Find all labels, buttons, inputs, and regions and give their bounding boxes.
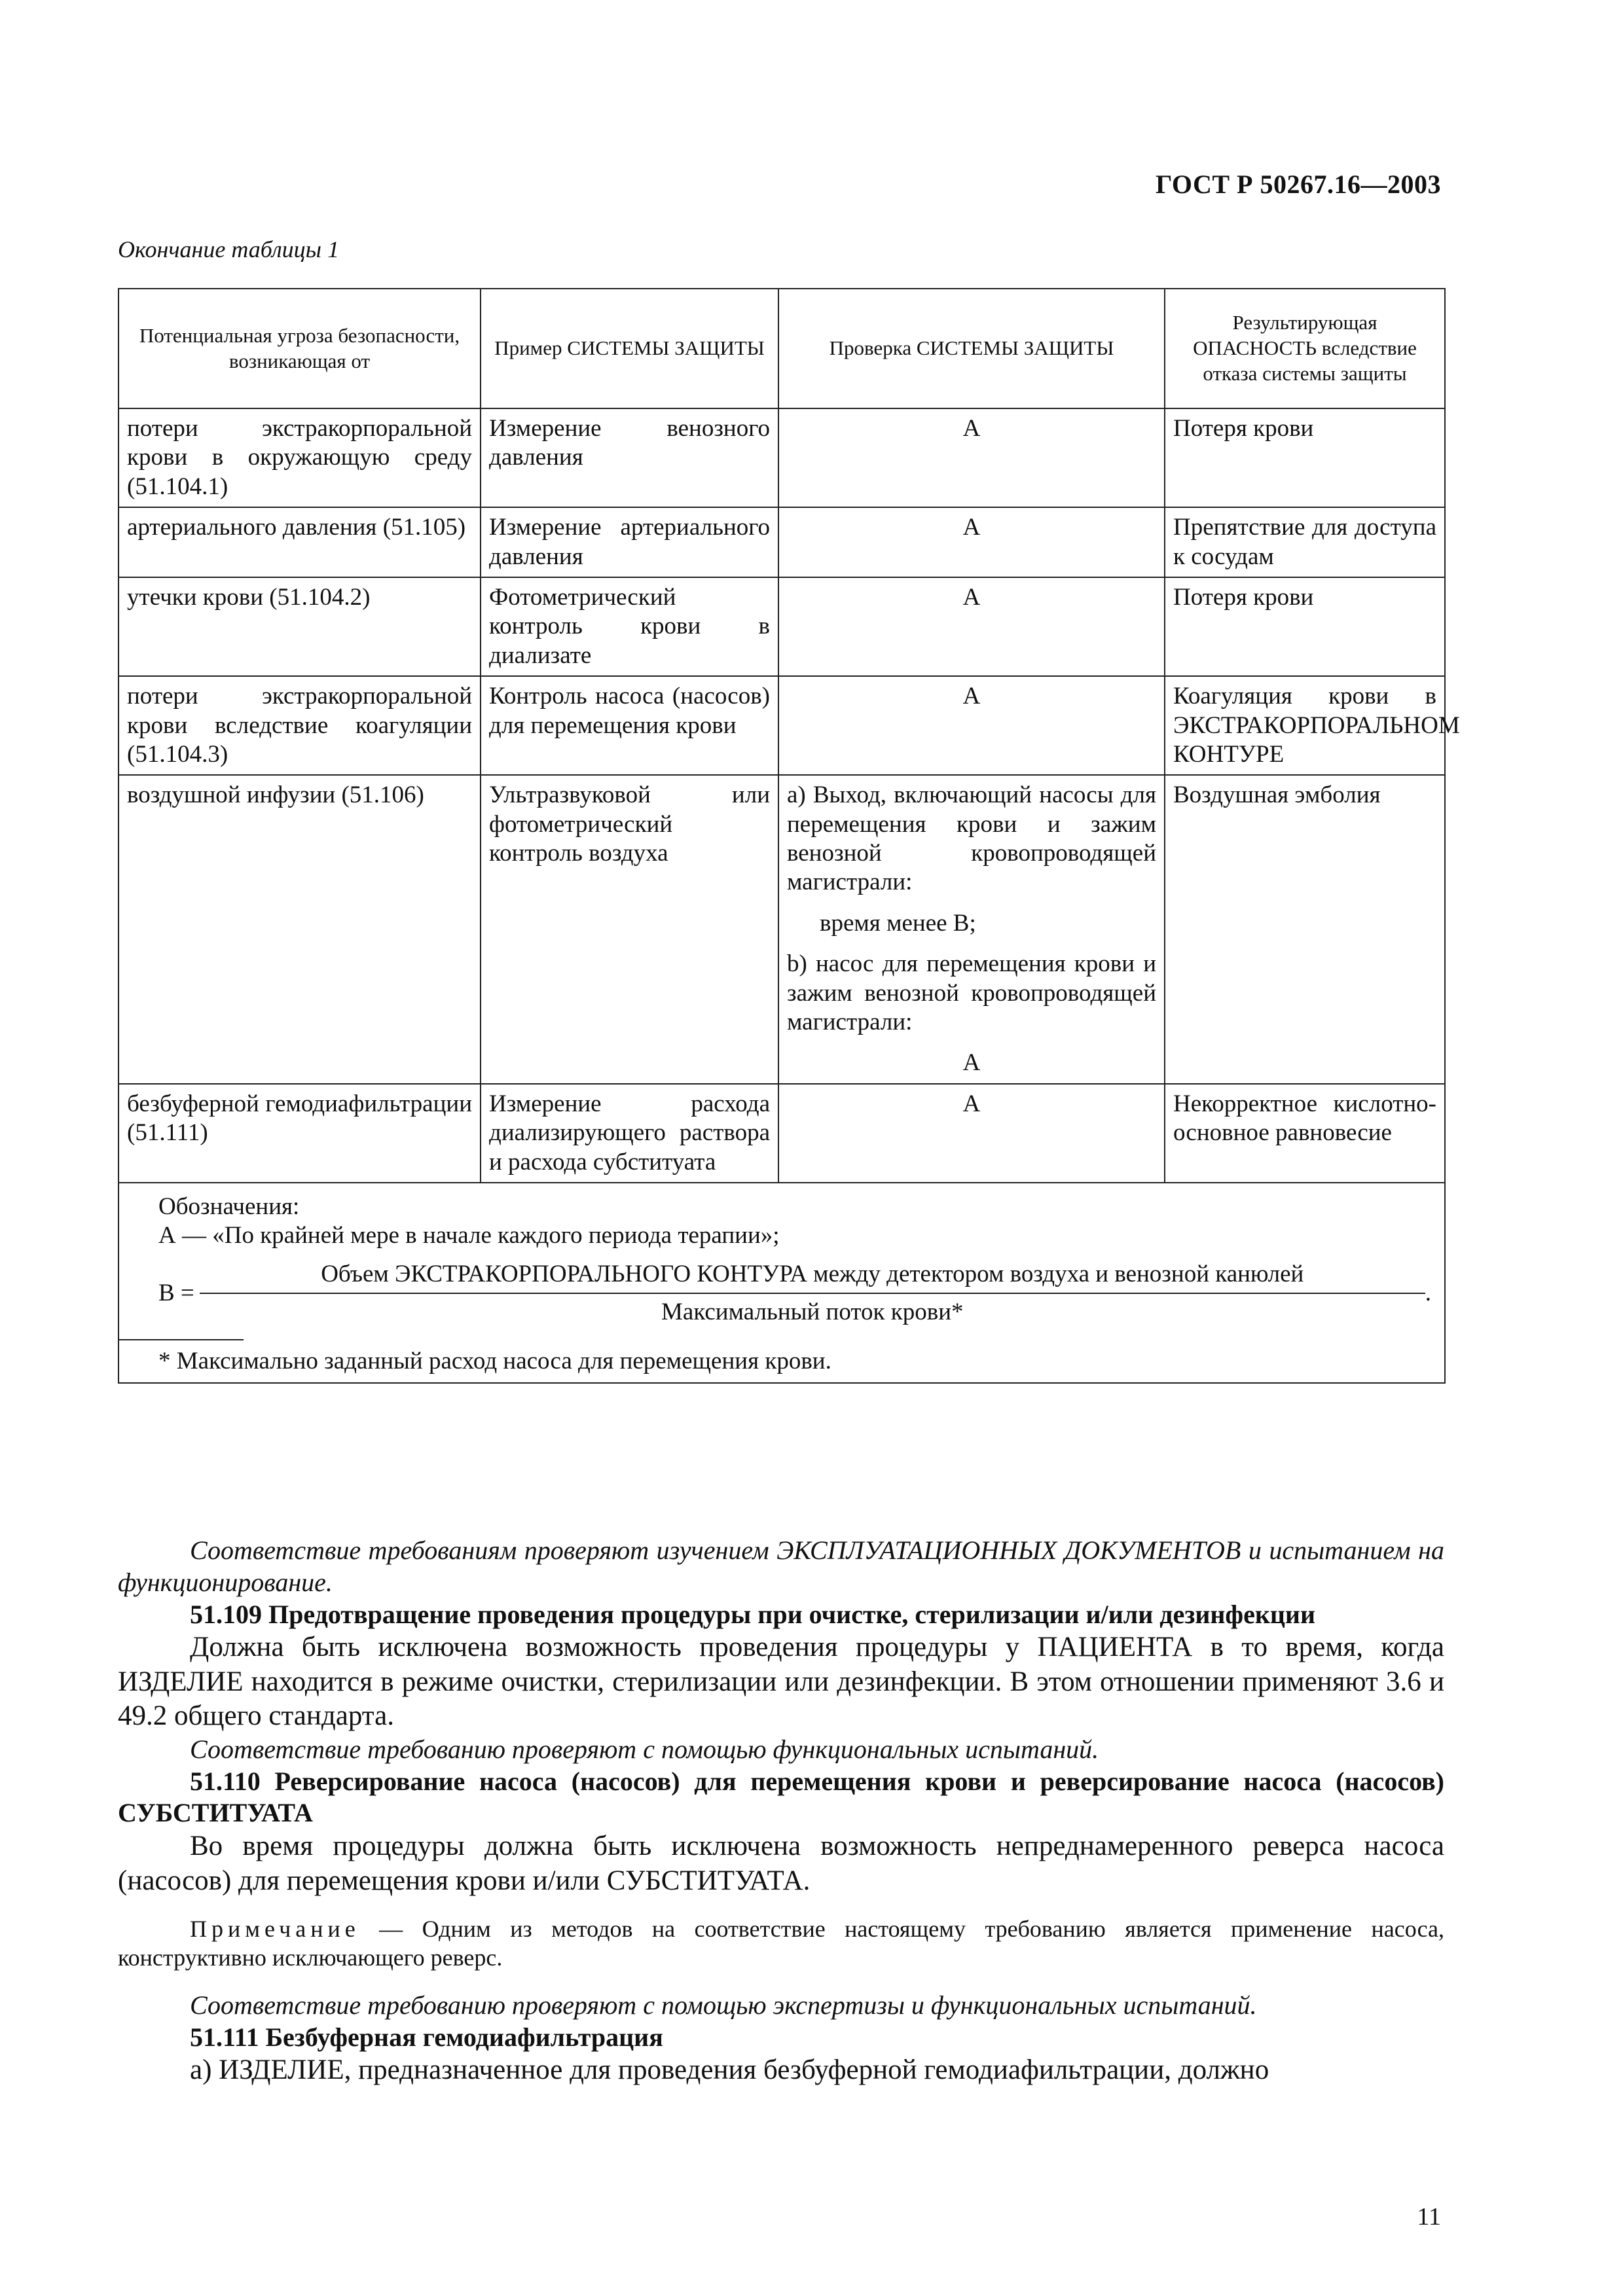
cell-threat: утечки крови (51.104.2) xyxy=(119,577,481,676)
table-row xyxy=(119,577,1445,676)
cell-threat: потери экстракорпоральной крови в окружающую среду (51.104.1) xyxy=(119,408,481,507)
cell-example: Измерение артериального давления xyxy=(481,507,778,577)
cell-hazard: Препятствие для доступа к сосудам xyxy=(1165,507,1445,577)
cell-hazard: Потеря крови xyxy=(1165,577,1445,676)
table-header-row xyxy=(119,289,1445,408)
note-label: Примечание xyxy=(190,1916,360,1943)
page-number: 11 xyxy=(1417,2203,1441,2231)
cell-hazard: Коагуляция крови в ЭКСТРАКОРПОРАЛЬНОМ КОНТУРЕ xyxy=(1165,676,1445,775)
cell-check: А xyxy=(778,676,1165,775)
cell-example: Ультразвуковой или фотометрический контроль воздуха xyxy=(481,775,778,1084)
cell-hazard: Некорректное кислотно-основное равновесие xyxy=(1165,1084,1445,1183)
cell-threat: потери экстракорпоральной крови вследствие коагуляции (51.104.3) xyxy=(119,676,481,775)
cell-check: А xyxy=(778,408,1165,507)
table-row xyxy=(119,676,1445,775)
cell-example: Измерение расхода диализирующего раствора и расхода субституата xyxy=(481,1084,778,1183)
section-heading-51-109: 51.109 Предотвращение проведения процедуры при очистке, стерилизации и/или дезинфекции xyxy=(190,1599,1316,1629)
definition-a: А — «По крайней мере в начале каждого периода терапии»; xyxy=(158,1222,780,1249)
footnote: * Максимально заданный расход насоса для перемещения крови. xyxy=(158,1347,831,1374)
section-heading-51-111: 51.111 Безбуферная гемодиафильтрация xyxy=(190,2022,663,2052)
table-notes xyxy=(119,1183,1445,1383)
note-text: — Одним из методов на соответствие настоящему требованию является применение насоса, конструктивно исключающего реверс. xyxy=(118,1916,1444,1971)
hazard-table xyxy=(118,288,1460,1384)
cell-example: Фотометрический контроль крови в диализате xyxy=(481,577,778,676)
cell-hazard: Воздушная эмболия xyxy=(1165,775,1445,1084)
check-option-b-value: А xyxy=(962,1049,981,1077)
cell-hazard: Потеря крови xyxy=(1165,408,1445,507)
compliance-text: Соответствие требованию проверяют с помощью функциональных испытаний. xyxy=(190,1734,1099,1764)
document-code: ГОСТ Р 50267.16—2003 xyxy=(1155,170,1441,199)
header-check: Проверка СИСТЕМЫ ЗАЩИТЫ xyxy=(778,289,1165,408)
footnote-rule xyxy=(119,1339,244,1340)
section-paragraph: а) ИЗДЕЛИЕ, предназначенное для проведения безбуферной гемодиафильтрации, должно xyxy=(190,2054,1269,2086)
cell-example: Измерение венозного давления xyxy=(481,408,778,507)
notes-title: Обозначения: xyxy=(158,1193,300,1220)
cell-check xyxy=(778,775,1165,1084)
section-heading-51-110: 51.110 Реверсирование насоса (насосов) для перемещения крови и реверсирование насоса (насосов) СУБСТИТУАТА xyxy=(118,1766,1444,1828)
check-option-a: а) Выход, включающий насосы для перемещения крови и зажим венозной кровопроводящей магистрали: xyxy=(787,781,1156,896)
formula-label: В = xyxy=(158,1279,194,1306)
table-notes-row xyxy=(119,1183,1445,1383)
table-row xyxy=(119,507,1445,577)
check-option-b: b) насос для перемещения крови и зажим венозной кровопроводящей магистрали: xyxy=(787,950,1156,1036)
header-threat: Потенциальная угроза безопасности, возникающая от xyxy=(119,289,481,408)
table-row xyxy=(119,775,1445,1084)
formula-numerator: Объем ЭКСТРАКОРПОРАЛЬНОГО КОНТУРА между детектором воздуха и венозной канюлей xyxy=(200,1260,1425,1294)
formula-denominator: Максимальный поток крови* xyxy=(661,1299,964,1326)
note xyxy=(118,1915,1444,1973)
body-text xyxy=(118,1535,1444,2088)
compliance-text: Соответствие требованиям проверяют изучением ЭКСПЛУАТАЦИОННЫХ ДОКУМЕНТОВ и испытанием на функционирование. xyxy=(118,1535,1444,1597)
section-paragraph: Должна быть исключена возможность проведения процедуры у ПАЦИЕНТА в то время, когда ИЗДЕЛИЕ находится в режиме очистки, стерилизации или дезинфекции. В этом отношении применяют 3.6 и 49.2 общего стандарта. xyxy=(118,1632,1444,1732)
check-option-a-time: время менее В; xyxy=(820,909,976,937)
cell-threat: воздушной инфузии (51.106) xyxy=(119,775,481,1084)
table-row xyxy=(119,408,1445,507)
cell-example: Контроль насоса (насосов) для перемещения крови xyxy=(481,676,778,775)
cell-check: А xyxy=(778,577,1165,676)
cell-threat: безбуферной гемодиафильтрации (51.111) xyxy=(119,1084,481,1183)
formula-end: . xyxy=(1425,1279,1431,1306)
header-example: Пример СИСТЕМЫ ЗАЩИТЫ xyxy=(481,289,778,408)
table-caption: Окончание таблицы 1 xyxy=(118,236,340,262)
cell-check: А xyxy=(778,507,1165,577)
definition-b-formula xyxy=(158,1260,1431,1327)
compliance-text: Соответствие требованию проверяют с помощью экспертизы и функциональных испытаний. xyxy=(190,1990,1257,2020)
cell-threat: артериального давления (51.105) xyxy=(119,507,481,577)
section-paragraph: Во время процедуры должна быть исключена возможность непреднамеренного реверса насоса (насосов) для перемещения крови и/или СУБСТИТУАТА. xyxy=(118,1831,1444,1896)
cell-check: А xyxy=(778,1084,1165,1183)
header-hazard: Результирующая ОПАСНОСТЬ вследствие отказа системы защиты xyxy=(1165,289,1445,408)
table-row xyxy=(119,1084,1445,1183)
